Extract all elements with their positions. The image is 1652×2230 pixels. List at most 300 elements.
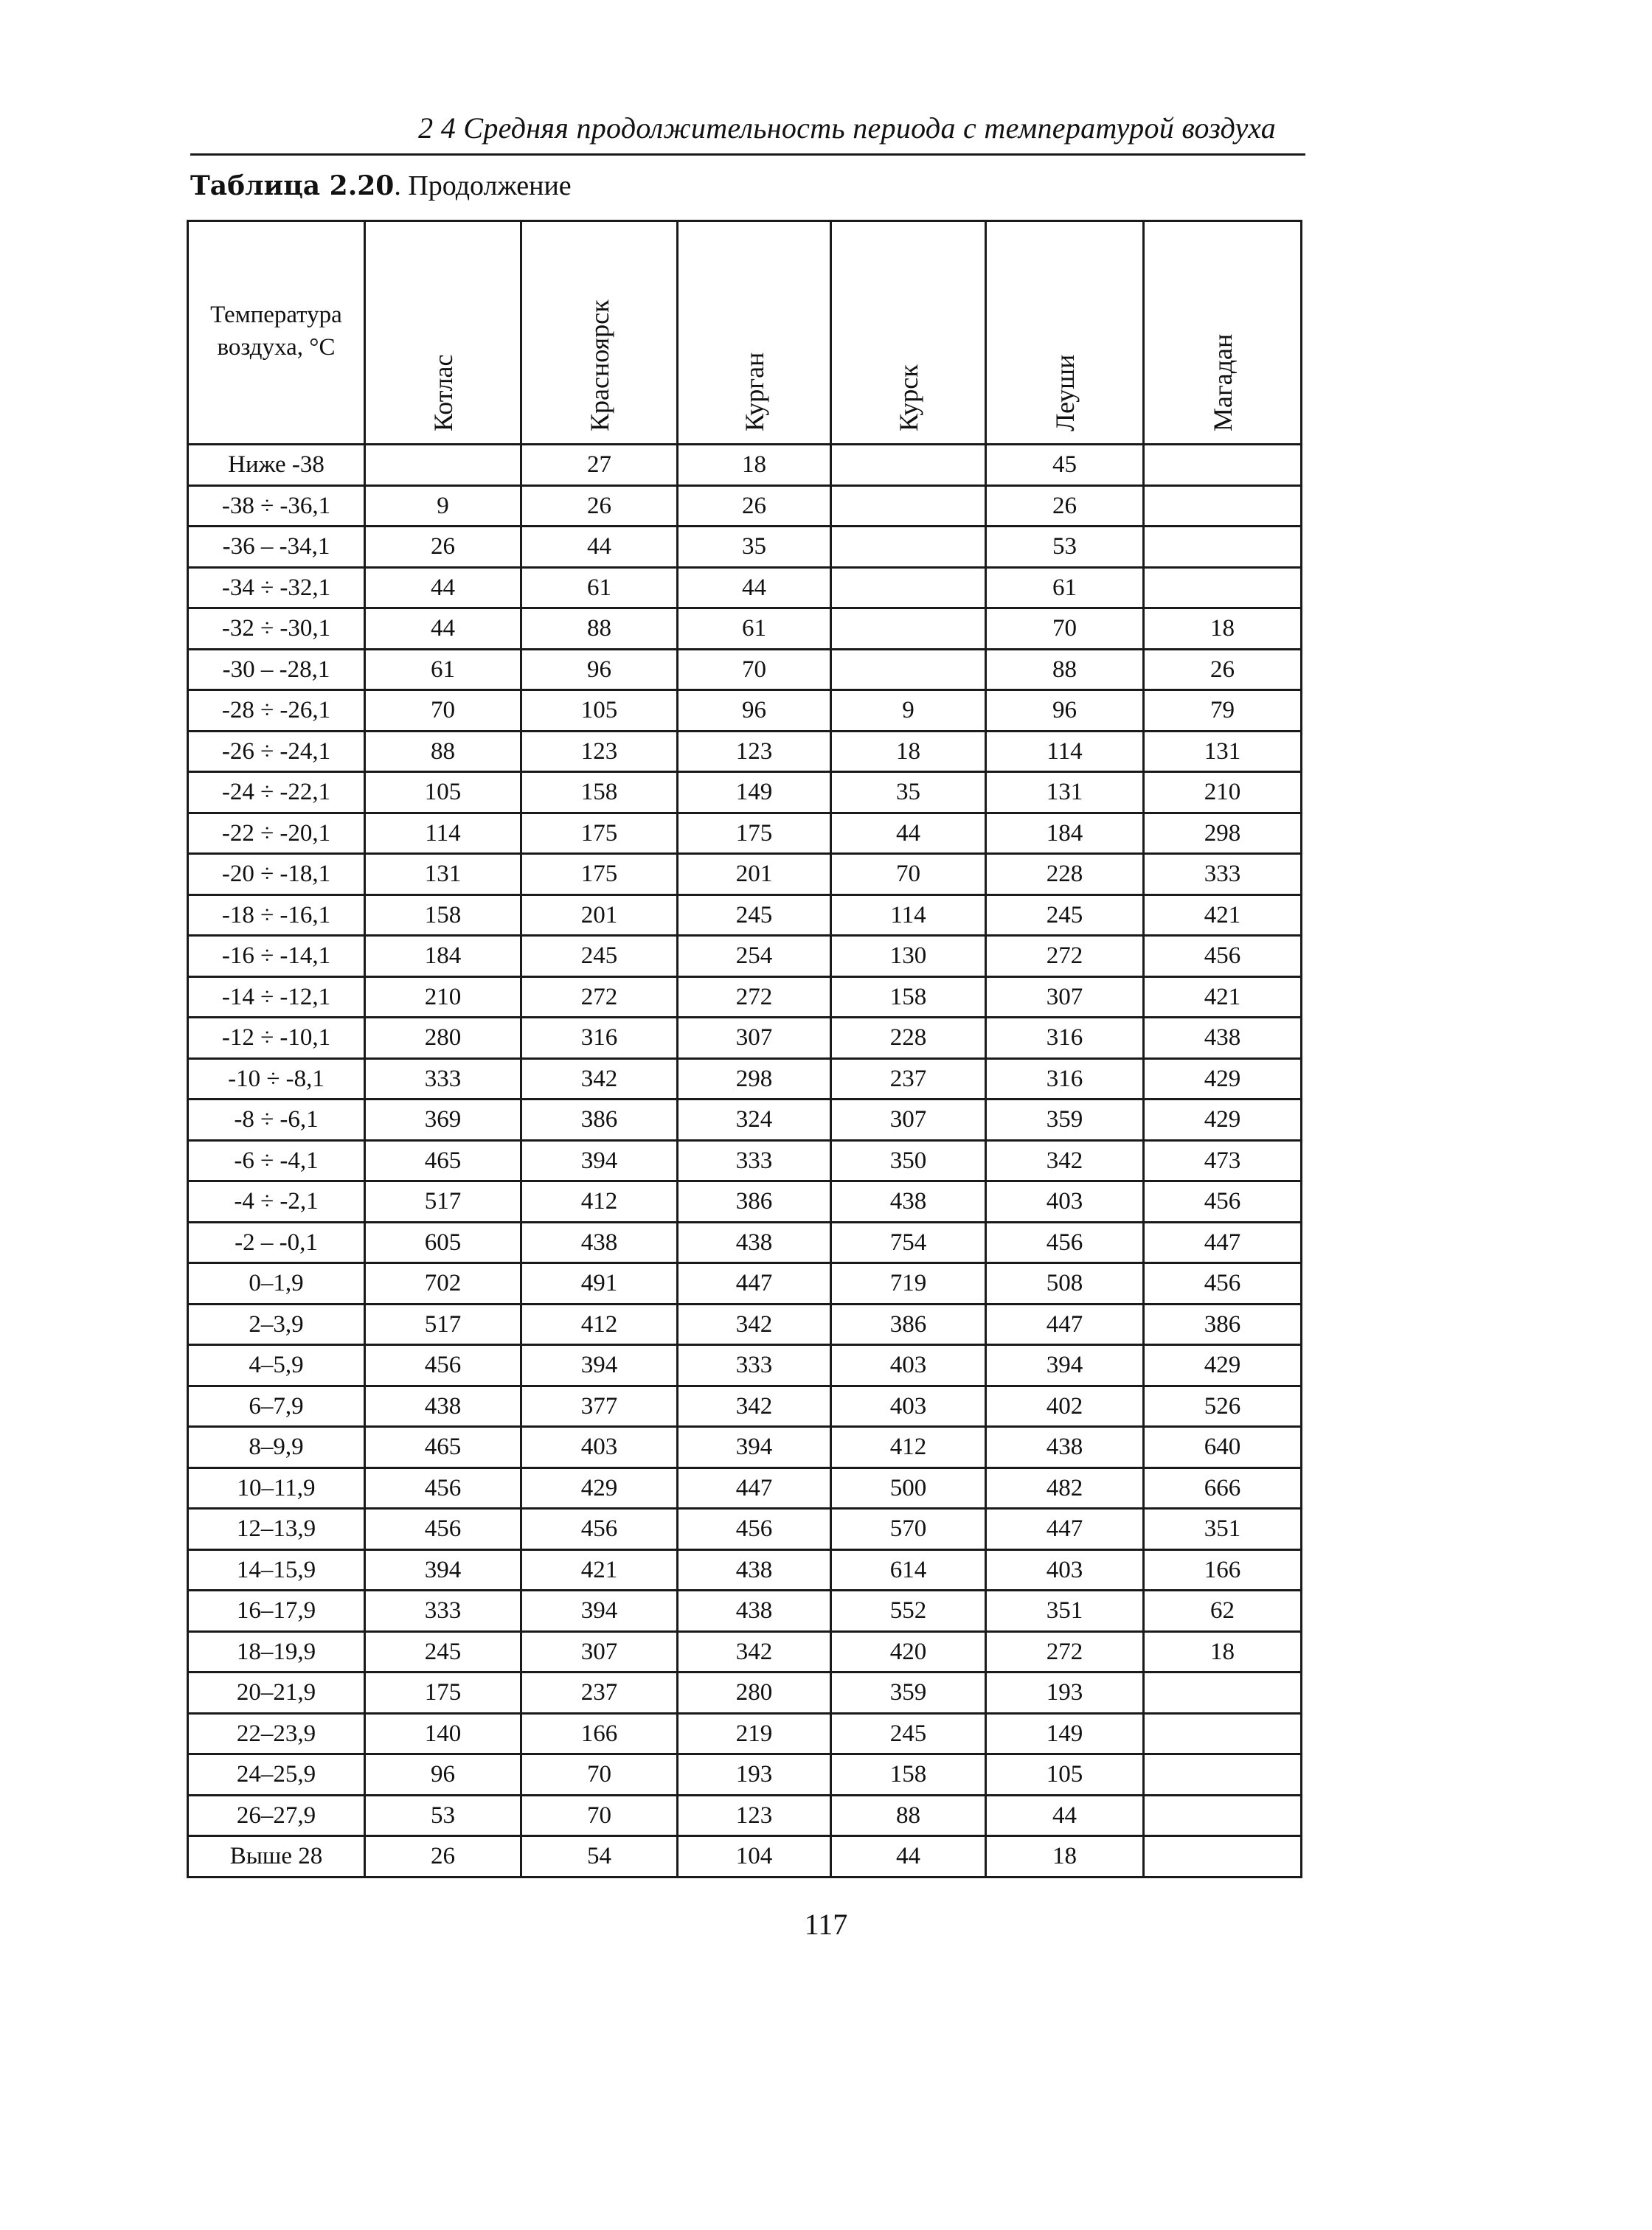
- value-cell: 517: [365, 1304, 521, 1345]
- value-cell: 70: [986, 608, 1144, 650]
- table-row: [188, 567, 1302, 608]
- value-cell: 342: [521, 1058, 678, 1100]
- value-cell: 438: [986, 1427, 1144, 1468]
- value-cell: 123: [678, 731, 831, 772]
- value-cell: 272: [521, 976, 678, 1018]
- value-cell: 61: [678, 608, 831, 650]
- table-row: [188, 772, 1302, 813]
- value-cell: 245: [678, 895, 831, 936]
- table-row: [188, 1427, 1302, 1468]
- value-cell: [1144, 527, 1302, 568]
- row-label-cell: Ниже -38: [188, 445, 365, 486]
- table-row: [188, 1140, 1302, 1181]
- value-cell: 158: [521, 772, 678, 813]
- value-cell: 27: [521, 445, 678, 486]
- value-cell: 640: [1144, 1427, 1302, 1468]
- value-cell: 61: [365, 649, 521, 690]
- value-cell: 18: [986, 1836, 1144, 1878]
- value-cell: 394: [365, 1549, 521, 1591]
- value-cell: 702: [365, 1263, 521, 1305]
- value-cell: 666: [1144, 1467, 1302, 1509]
- table-caption-label: Таблица 2.20: [190, 170, 395, 201]
- table-row: [188, 1304, 1302, 1345]
- value-cell: 465: [365, 1427, 521, 1468]
- row-label-cell: -18 ÷ -16,1: [188, 895, 365, 936]
- value-cell: 105: [365, 772, 521, 813]
- column-header-label: Леуши: [1049, 354, 1080, 431]
- value-cell: 175: [521, 813, 678, 854]
- value-cell: 429: [1144, 1058, 1302, 1100]
- value-cell: 377: [521, 1386, 678, 1427]
- value-cell: 149: [678, 772, 831, 813]
- row-label-cell: 0–1,9: [188, 1263, 365, 1305]
- row-label-cell: 26–27,9: [188, 1795, 365, 1836]
- value-cell: 104: [678, 1836, 831, 1878]
- temperature-duration-table: [187, 220, 1302, 1878]
- value-cell: 456: [521, 1509, 678, 1550]
- value-cell: [831, 567, 986, 608]
- table-row: [188, 895, 1302, 936]
- row-label-cell: 4–5,9: [188, 1345, 365, 1386]
- value-cell: 316: [986, 1018, 1144, 1059]
- table-row: [188, 1672, 1302, 1714]
- value-cell: 245: [831, 1713, 986, 1754]
- value-cell: 88: [521, 608, 678, 650]
- table-row: [188, 485, 1302, 527]
- table-row: [188, 1713, 1302, 1754]
- table-row: [188, 731, 1302, 772]
- value-cell: 342: [986, 1140, 1144, 1181]
- value-cell: 237: [521, 1672, 678, 1714]
- value-cell: 605: [365, 1222, 521, 1263]
- table-row: [188, 1549, 1302, 1591]
- table-row: [188, 813, 1302, 854]
- value-cell: 130: [831, 936, 986, 977]
- value-cell: 158: [831, 1754, 986, 1796]
- table-header-row: [188, 221, 1302, 445]
- value-cell: 491: [521, 1263, 678, 1305]
- value-cell: 517: [365, 1181, 521, 1223]
- value-cell: 350: [831, 1140, 986, 1181]
- value-cell: 272: [986, 936, 1144, 977]
- value-cell: 123: [678, 1795, 831, 1836]
- value-cell: 54: [521, 1836, 678, 1878]
- row-label-cell: 18–19,9: [188, 1631, 365, 1672]
- value-cell: 456: [1144, 1181, 1302, 1223]
- value-cell: 70: [678, 649, 831, 690]
- row-label-cell: 14–15,9: [188, 1549, 365, 1591]
- value-cell: 35: [678, 527, 831, 568]
- value-cell: 307: [521, 1631, 678, 1672]
- value-cell: 9: [365, 485, 521, 527]
- value-cell: 438: [678, 1549, 831, 1591]
- value-cell: 245: [521, 936, 678, 977]
- value-cell: 18: [1144, 1631, 1302, 1672]
- value-cell: 245: [986, 895, 1144, 936]
- table-row: [188, 1467, 1302, 1509]
- value-cell: 420: [831, 1631, 986, 1672]
- running-header: [190, 111, 1305, 156]
- value-cell: 351: [1144, 1509, 1302, 1550]
- value-cell: 140: [365, 1713, 521, 1754]
- table-row: [188, 690, 1302, 732]
- value-cell: 359: [986, 1100, 1144, 1141]
- value-cell: 184: [986, 813, 1144, 854]
- value-cell: 342: [678, 1631, 831, 1672]
- value-cell: 307: [678, 1018, 831, 1059]
- row-label-cell: -6 ÷ -4,1: [188, 1140, 365, 1181]
- value-cell: 473: [1144, 1140, 1302, 1181]
- value-cell: 175: [678, 813, 831, 854]
- table-row: [188, 1386, 1302, 1427]
- value-cell: 394: [521, 1591, 678, 1632]
- value-cell: 333: [678, 1140, 831, 1181]
- value-cell: [831, 527, 986, 568]
- value-cell: 219: [678, 1713, 831, 1754]
- row-label-cell: -24 ÷ -22,1: [188, 772, 365, 813]
- value-cell: 123: [521, 731, 678, 772]
- row-label-cell: -2 – -0,1: [188, 1222, 365, 1263]
- table-row: [188, 1181, 1302, 1223]
- value-cell: [1144, 1672, 1302, 1714]
- table-row: [188, 1754, 1302, 1796]
- value-cell: 438: [521, 1222, 678, 1263]
- value-cell: 552: [831, 1591, 986, 1632]
- value-cell: 53: [365, 1795, 521, 1836]
- table-caption-text: . Продолжение: [394, 170, 572, 201]
- value-cell: 369: [365, 1100, 521, 1141]
- value-cell: 456: [365, 1345, 521, 1386]
- value-cell: 438: [831, 1181, 986, 1223]
- column-header-label: Курск: [893, 364, 923, 431]
- value-cell: 298: [1144, 813, 1302, 854]
- table-caption: [190, 168, 572, 204]
- value-cell: 26: [986, 485, 1144, 527]
- value-cell: 26: [521, 485, 678, 527]
- value-cell: 500: [831, 1467, 986, 1509]
- value-cell: 447: [1144, 1222, 1302, 1263]
- table-row: [188, 527, 1302, 568]
- value-cell: 18: [1144, 608, 1302, 650]
- value-cell: 131: [1144, 731, 1302, 772]
- value-cell: 272: [678, 976, 831, 1018]
- value-cell: 333: [678, 1345, 831, 1386]
- value-cell: 184: [365, 936, 521, 977]
- value-cell: 44: [365, 567, 521, 608]
- column-header-kurgan: [678, 221, 831, 445]
- table-row: [188, 1591, 1302, 1632]
- value-cell: 272: [986, 1631, 1144, 1672]
- value-cell: 394: [521, 1140, 678, 1181]
- column-header-label: Котлас: [428, 354, 458, 431]
- value-cell: 333: [365, 1058, 521, 1100]
- value-cell: 210: [1144, 772, 1302, 813]
- table-row: [188, 1795, 1302, 1836]
- value-cell: 570: [831, 1509, 986, 1550]
- value-cell: 429: [1144, 1100, 1302, 1141]
- row-header-cell: [188, 221, 365, 445]
- value-cell: 456: [1144, 1263, 1302, 1305]
- value-cell: 447: [986, 1509, 1144, 1550]
- value-cell: 447: [986, 1304, 1144, 1345]
- value-cell: 307: [986, 976, 1144, 1018]
- row-label-cell: Выше 28: [188, 1836, 365, 1878]
- value-cell: [1144, 1795, 1302, 1836]
- table-row: [188, 1058, 1302, 1100]
- value-cell: 96: [678, 690, 831, 732]
- row-label-cell: -14 ÷ -12,1: [188, 976, 365, 1018]
- column-header-label: Магадан: [1207, 333, 1238, 431]
- value-cell: 18: [831, 731, 986, 772]
- table-row: [188, 1018, 1302, 1059]
- table-row: [188, 1100, 1302, 1141]
- value-cell: 44: [831, 813, 986, 854]
- value-cell: 412: [831, 1427, 986, 1468]
- value-cell: 201: [678, 854, 831, 895]
- row-label-cell: -36 – -34,1: [188, 527, 365, 568]
- value-cell: 26: [365, 527, 521, 568]
- value-cell: 158: [365, 895, 521, 936]
- row-label-cell: 24–25,9: [188, 1754, 365, 1796]
- value-cell: [1144, 485, 1302, 527]
- column-header-kotlas: [365, 221, 521, 445]
- value-cell: 403: [831, 1386, 986, 1427]
- value-cell: 386: [521, 1100, 678, 1141]
- value-cell: 70: [521, 1754, 678, 1796]
- table-body: [188, 445, 1302, 1878]
- value-cell: 438: [678, 1591, 831, 1632]
- table-row: [188, 1263, 1302, 1305]
- value-cell: 45: [986, 445, 1144, 486]
- row-label-cell: 20–21,9: [188, 1672, 365, 1714]
- value-cell: 403: [986, 1549, 1144, 1591]
- row-label-cell: 10–11,9: [188, 1467, 365, 1509]
- value-cell: 429: [521, 1467, 678, 1509]
- row-label-cell: 8–9,9: [188, 1427, 365, 1468]
- value-cell: 482: [986, 1467, 1144, 1509]
- value-cell: 193: [986, 1672, 1144, 1714]
- row-label-cell: -38 ÷ -36,1: [188, 485, 365, 527]
- value-cell: 237: [831, 1058, 986, 1100]
- value-cell: 35: [831, 772, 986, 813]
- value-cell: 175: [365, 1672, 521, 1714]
- value-cell: 456: [365, 1467, 521, 1509]
- table-row: [188, 1222, 1302, 1263]
- value-cell: 456: [986, 1222, 1144, 1263]
- value-cell: 333: [1144, 854, 1302, 895]
- value-cell: 386: [678, 1181, 831, 1223]
- row-label-cell: -20 ÷ -18,1: [188, 854, 365, 895]
- value-cell: 105: [986, 1754, 1144, 1796]
- table-row: [188, 608, 1302, 650]
- value-cell: 402: [986, 1386, 1144, 1427]
- value-cell: 70: [365, 690, 521, 732]
- value-cell: 386: [1144, 1304, 1302, 1345]
- value-cell: 614: [831, 1549, 986, 1591]
- value-cell: 70: [831, 854, 986, 895]
- value-cell: 438: [678, 1222, 831, 1263]
- value-cell: 44: [365, 608, 521, 650]
- value-cell: 421: [521, 1549, 678, 1591]
- value-cell: 351: [986, 1591, 1144, 1632]
- value-cell: 342: [678, 1386, 831, 1427]
- value-cell: 114: [365, 813, 521, 854]
- row-label-cell: -30 – -28,1: [188, 649, 365, 690]
- value-cell: [1144, 1713, 1302, 1754]
- table-row: [188, 854, 1302, 895]
- value-cell: 429: [1144, 1345, 1302, 1386]
- value-cell: 403: [986, 1181, 1144, 1223]
- value-cell: 456: [1144, 936, 1302, 977]
- value-cell: 96: [986, 690, 1144, 732]
- table-row: [188, 445, 1302, 486]
- value-cell: 386: [831, 1304, 986, 1345]
- value-cell: 88: [986, 649, 1144, 690]
- table-row: [188, 649, 1302, 690]
- row-label-cell: -28 ÷ -26,1: [188, 690, 365, 732]
- value-cell: 166: [521, 1713, 678, 1754]
- value-cell: 79: [1144, 690, 1302, 732]
- column-header-krasnoyarsk: [521, 221, 678, 445]
- value-cell: 26: [365, 1836, 521, 1878]
- value-cell: 394: [678, 1427, 831, 1468]
- value-cell: 316: [521, 1018, 678, 1059]
- value-cell: 88: [365, 731, 521, 772]
- value-cell: 508: [986, 1263, 1144, 1305]
- row-label-cell: 12–13,9: [188, 1509, 365, 1550]
- row-label-cell: 16–17,9: [188, 1591, 365, 1632]
- value-cell: 9: [831, 690, 986, 732]
- value-cell: 228: [986, 854, 1144, 895]
- table-row: [188, 936, 1302, 977]
- row-label-cell: -8 ÷ -6,1: [188, 1100, 365, 1141]
- value-cell: 412: [521, 1304, 678, 1345]
- column-header-leushi: [986, 221, 1144, 445]
- value-cell: 394: [521, 1345, 678, 1386]
- row-label-cell: -26 ÷ -24,1: [188, 731, 365, 772]
- table-row: [188, 976, 1302, 1018]
- table-row: [188, 1631, 1302, 1672]
- value-cell: 421: [1144, 895, 1302, 936]
- value-cell: 210: [365, 976, 521, 1018]
- value-cell: 166: [1144, 1549, 1302, 1591]
- value-cell: 245: [365, 1631, 521, 1672]
- value-cell: 298: [678, 1058, 831, 1100]
- row-header-label: Температура воздуха, °С: [210, 302, 342, 361]
- row-label-cell: -34 ÷ -32,1: [188, 567, 365, 608]
- value-cell: 105: [521, 690, 678, 732]
- value-cell: 438: [1144, 1018, 1302, 1059]
- row-label-cell: -10 ÷ -8,1: [188, 1058, 365, 1100]
- value-cell: 456: [678, 1509, 831, 1550]
- value-cell: [831, 608, 986, 650]
- value-cell: 114: [831, 895, 986, 936]
- value-cell: 280: [678, 1672, 831, 1714]
- table-row: [188, 1836, 1302, 1878]
- value-cell: 324: [678, 1100, 831, 1141]
- row-label-cell: 22–23,9: [188, 1713, 365, 1754]
- value-cell: 70: [521, 1795, 678, 1836]
- row-label-cell: -22 ÷ -20,1: [188, 813, 365, 854]
- value-cell: 149: [986, 1713, 1144, 1754]
- value-cell: 193: [678, 1754, 831, 1796]
- value-cell: 447: [678, 1467, 831, 1509]
- value-cell: 316: [986, 1058, 1144, 1100]
- column-header-kursk: [831, 221, 986, 445]
- column-header-label: Курган: [739, 352, 769, 431]
- value-cell: 228: [831, 1018, 986, 1059]
- value-cell: 44: [831, 1836, 986, 1878]
- value-cell: 403: [521, 1427, 678, 1468]
- value-cell: 44: [678, 567, 831, 608]
- row-label-cell: -32 ÷ -30,1: [188, 608, 365, 650]
- value-cell: 131: [986, 772, 1144, 813]
- value-cell: 438: [365, 1386, 521, 1427]
- value-cell: 394: [986, 1345, 1144, 1386]
- value-cell: [1144, 567, 1302, 608]
- value-cell: 44: [986, 1795, 1144, 1836]
- value-cell: 26: [1144, 649, 1302, 690]
- page-number: 117: [804, 1908, 848, 1941]
- value-cell: 26: [678, 485, 831, 527]
- value-cell: 158: [831, 976, 986, 1018]
- table-row: [188, 1509, 1302, 1550]
- row-label-cell: -12 ÷ -10,1: [188, 1018, 365, 1059]
- column-header-label: Красноярск: [584, 299, 614, 431]
- value-cell: 62: [1144, 1591, 1302, 1632]
- value-cell: 53: [986, 527, 1144, 568]
- value-cell: 754: [831, 1222, 986, 1263]
- running-header-title: 2 4 Средняя продолжительность периода с температурой воздуха: [418, 111, 1276, 145]
- value-cell: [1144, 445, 1302, 486]
- value-cell: [1144, 1754, 1302, 1796]
- row-label-cell: 2–3,9: [188, 1304, 365, 1345]
- value-cell: 280: [365, 1018, 521, 1059]
- value-cell: 719: [831, 1263, 986, 1305]
- value-cell: 526: [1144, 1386, 1302, 1427]
- row-label-cell: -16 ÷ -14,1: [188, 936, 365, 977]
- value-cell: 96: [365, 1754, 521, 1796]
- value-cell: 18: [678, 445, 831, 486]
- row-label-cell: -4 ÷ -2,1: [188, 1181, 365, 1223]
- column-header-magadan: [1144, 221, 1302, 445]
- row-label-cell: 6–7,9: [188, 1386, 365, 1427]
- value-cell: 333: [365, 1591, 521, 1632]
- value-cell: 61: [521, 567, 678, 608]
- value-cell: 342: [678, 1304, 831, 1345]
- value-cell: 254: [678, 936, 831, 977]
- value-cell: 456: [365, 1509, 521, 1550]
- value-cell: 201: [521, 895, 678, 936]
- value-cell: [1144, 1836, 1302, 1878]
- value-cell: 114: [986, 731, 1144, 772]
- value-cell: 421: [1144, 976, 1302, 1018]
- value-cell: 447: [678, 1263, 831, 1305]
- value-cell: [365, 445, 521, 486]
- value-cell: 175: [521, 854, 678, 895]
- value-cell: 465: [365, 1140, 521, 1181]
- value-cell: 131: [365, 854, 521, 895]
- value-cell: [831, 445, 986, 486]
- value-cell: 96: [521, 649, 678, 690]
- value-cell: 88: [831, 1795, 986, 1836]
- value-cell: 307: [831, 1100, 986, 1141]
- value-cell: 61: [986, 567, 1144, 608]
- value-cell: 44: [521, 527, 678, 568]
- table-row: [188, 1345, 1302, 1386]
- value-cell: 359: [831, 1672, 986, 1714]
- value-cell: 403: [831, 1345, 986, 1386]
